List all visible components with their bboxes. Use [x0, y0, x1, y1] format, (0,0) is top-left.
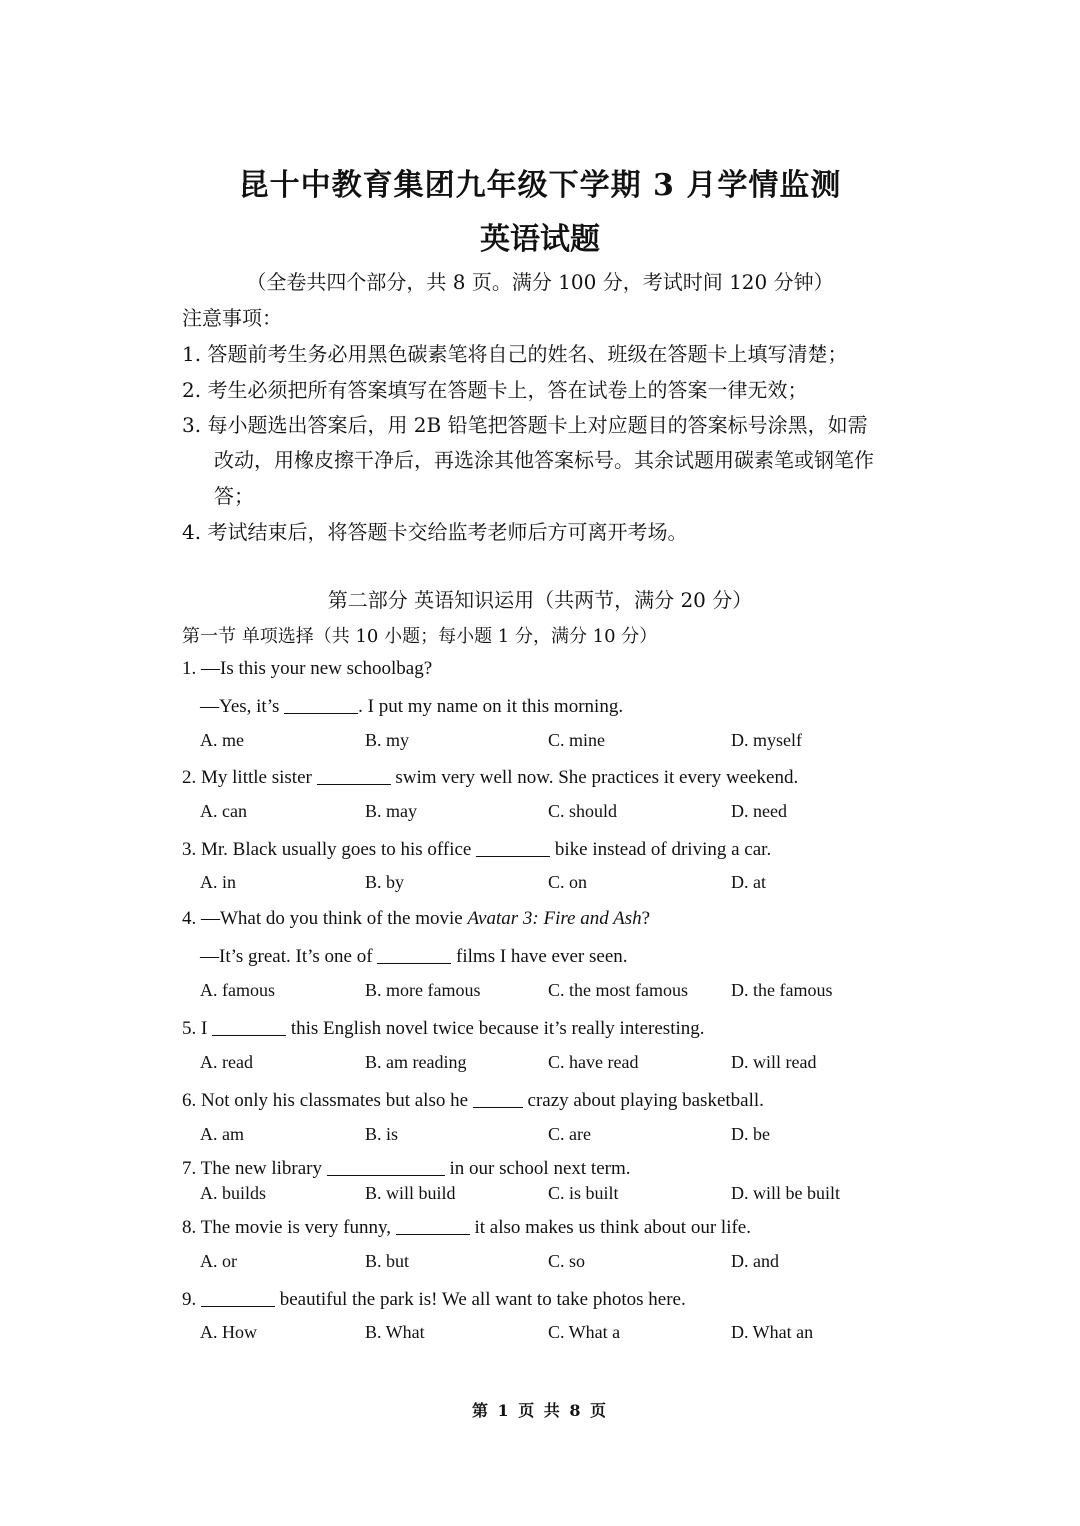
question-8 — [182, 1215, 751, 1239]
question-6 — [182, 1088, 764, 1112]
note-item-3: 3. 每小题选出答案后，用 2B 铅笔把答题卡上对应题目的答案标号涂黑，如需 — [182, 413, 868, 437]
note-item-3-end: 答； — [214, 484, 254, 508]
q7-post: in our school next term. — [444, 1158, 631, 1179]
question-1-line2 — [200, 694, 623, 718]
q4-option-b: B. more famous — [365, 980, 481, 1000]
answer-blank — [284, 694, 358, 714]
question-9 — [182, 1287, 686, 1311]
q7-pre: 7. The new library — [182, 1158, 327, 1179]
q6-pre: 6. Not only his classmates but also he — [182, 1090, 473, 1111]
question-3 — [182, 837, 771, 861]
q4-option-a: A. famous — [200, 980, 275, 1000]
q3-option-b: B. by — [365, 872, 405, 892]
q8-post: it also makes us think about our life. — [469, 1217, 751, 1238]
q4-line2-pre: —It’s great. It’s one of — [200, 946, 378, 967]
q9-pre: 9. — [182, 1289, 201, 1310]
q9-option-a: A. How — [200, 1322, 257, 1342]
exam-subtitle: 英语试题 — [480, 222, 600, 257]
q4-pre: 4. —What do you think of the movie — [182, 908, 468, 929]
section1-heading: 第一节 单项选择（共 10 小题；每小题 1 分，满分 10 分） — [182, 626, 658, 647]
question-7 — [182, 1156, 631, 1180]
q1-option-a: A. me — [200, 730, 244, 750]
q9-option-c: C. What a — [548, 1322, 621, 1342]
q5-option-c: C. have read — [548, 1052, 639, 1072]
q5-pre: 5. I — [182, 1018, 213, 1039]
movie-title: Avatar 3: Fire and Ash — [467, 908, 642, 929]
q8-option-c: C. so — [548, 1251, 586, 1271]
q6-option-c: C. are — [548, 1124, 591, 1144]
q7-option-d: D. will be built — [731, 1183, 840, 1203]
question-5 — [182, 1016, 705, 1040]
q2-post: swim very well now. She practices it every weekend. — [390, 767, 799, 788]
q1-option-c: C. mine — [548, 730, 605, 750]
q2-option-a: A. can — [200, 801, 247, 821]
q3-option-d: D. at — [731, 872, 766, 892]
q6-option-a: A. am — [200, 1124, 244, 1144]
page-footer: 第 1 页 共 8 页 — [471, 1401, 609, 1420]
exam-info: （全卷共四个部分，共 8 页。满分 100 分，考试时间 120 分钟） — [246, 270, 834, 294]
q6-post: crazy about playing basketball. — [522, 1090, 764, 1111]
note-item-1: 1. 答题前考生务必用黑色碳素笔将自己的姓名、班级在答题卡上填写清楚； — [182, 342, 848, 366]
q6-option-d: D. be — [731, 1124, 770, 1144]
q4-post: ? — [641, 908, 651, 929]
q5-post: this English novel twice because it’s really interesting. — [286, 1018, 705, 1039]
question-4-line1 — [182, 908, 650, 930]
q7-option-a: A. builds — [200, 1183, 267, 1203]
answer-blank — [473, 1088, 523, 1108]
q1-option-b: B. my — [365, 730, 410, 750]
exam-title: 昆十中教育集团九年级下学期 3 月学情监测 — [238, 168, 842, 203]
question-4-line2 — [200, 944, 628, 968]
q2-option-c: C. should — [548, 801, 618, 821]
answer-blank — [317, 765, 391, 785]
q1-post: . I put my name on it this morning. — [358, 696, 624, 717]
q3-post: bike instead of driving a car. — [550, 839, 772, 860]
q8-option-a: A. or — [200, 1251, 237, 1271]
note-item-4: 4. 考试结束后，将答题卡交给监考老师后方可离开考场。 — [182, 520, 688, 544]
q2-option-b: B. may — [365, 801, 417, 821]
q4-line2-post: films I have ever seen. — [451, 946, 628, 967]
answer-blank — [201, 1287, 275, 1307]
q1-option-d: D. myself — [731, 730, 802, 750]
q4-option-c: C. the most famous — [548, 980, 688, 1000]
part2-heading: 第二部分 英语知识运用（共两节，满分 20 分） — [327, 588, 753, 612]
q3-pre: 3. Mr. Black usually goes to his office — [182, 839, 477, 860]
q2-pre: 2. My little sister — [182, 767, 317, 788]
answer-blank — [327, 1156, 445, 1176]
q5-option-d: D. will read — [731, 1052, 817, 1072]
q8-option-b: B. but — [365, 1251, 410, 1271]
q9-post: beautiful the park is! We all want to take photos here. — [275, 1289, 686, 1310]
note-item-2: 2. 考生必须把所有答案填写在答题卡上，答在试卷上的答案一律无效； — [182, 378, 808, 402]
q9-option-d: D. What an — [731, 1322, 814, 1342]
notes-heading: 注意事项： — [182, 306, 282, 330]
answer-blank — [396, 1215, 470, 1235]
question-2 — [182, 765, 798, 789]
q5-option-a: A. read — [200, 1052, 253, 1072]
q6-option-b: B. is — [365, 1124, 399, 1144]
question-1-line1: 1. —Is this your new schoolbag? — [182, 658, 433, 679]
answer-blank — [476, 837, 550, 857]
q1-pre: —Yes, it’s — [200, 696, 285, 717]
q3-option-a: A. in — [200, 872, 236, 892]
q8-pre: 8. The movie is very funny, — [182, 1217, 396, 1238]
q9-option-b: B. What — [365, 1322, 425, 1342]
q4-option-d: D. the famous — [731, 980, 833, 1000]
q8-option-d: D. and — [731, 1251, 779, 1271]
q3-option-c: C. on — [548, 872, 588, 892]
answer-blank — [377, 944, 451, 964]
answer-blank — [212, 1016, 286, 1036]
q2-option-d: D. need — [731, 801, 787, 821]
q7-option-c: C. is built — [548, 1183, 619, 1203]
note-item-3-cont: 改动，用橡皮擦干净后，再选涂其他答案标号。其余试题用碳素笔或钢笔作 — [214, 448, 874, 472]
q7-option-b: B. will build — [365, 1183, 456, 1203]
q5-option-b: B. am reading — [365, 1052, 467, 1072]
